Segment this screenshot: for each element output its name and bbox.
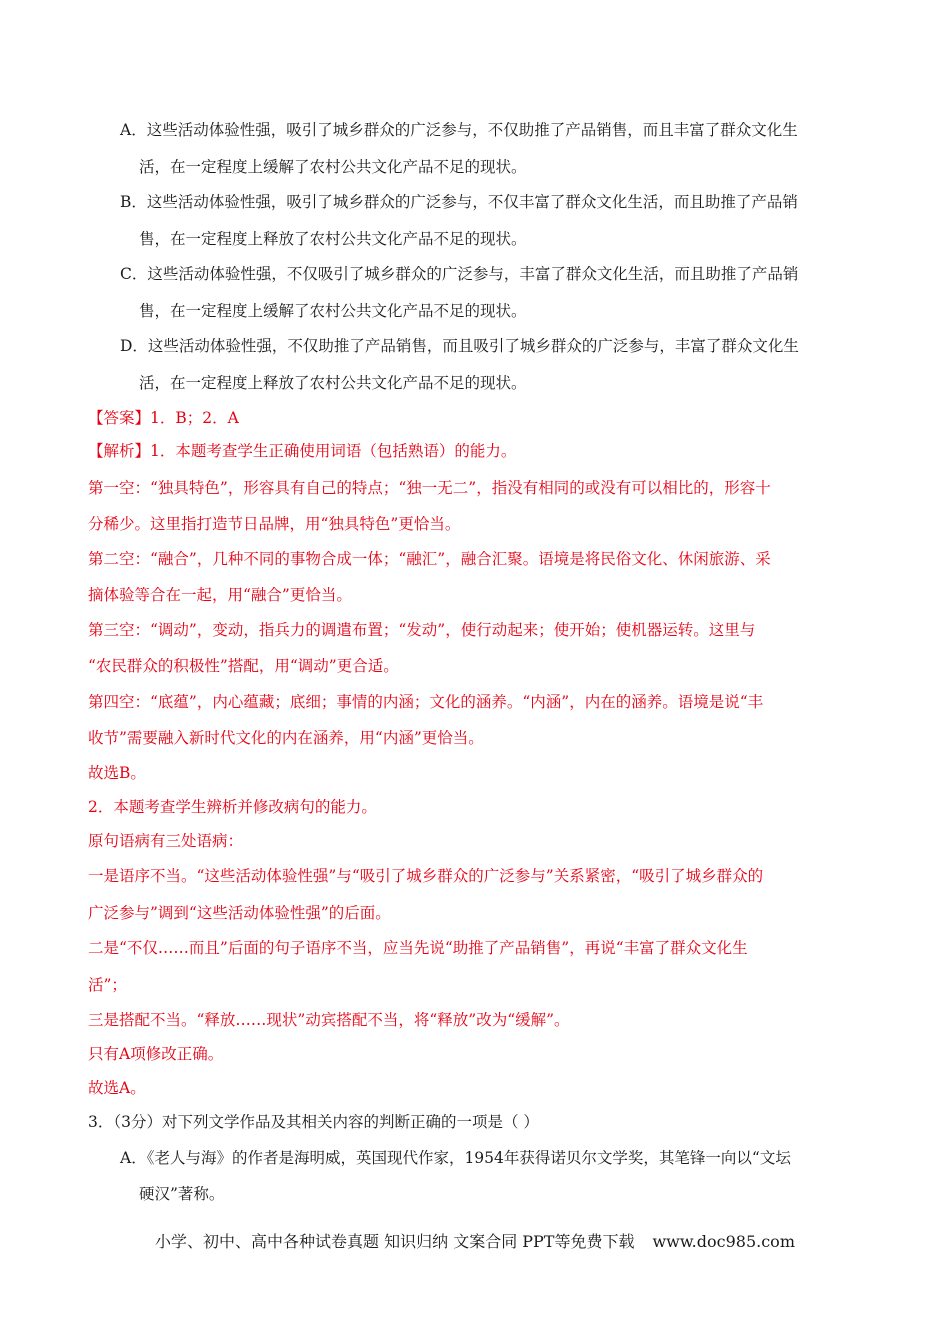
analysis-line: 只有A项修改正确。 bbox=[88, 1045, 224, 1063]
option-b-line1: B．这些活动体验性强，吸引了城乡群众的广泛参与，不仅丰富了群众文化生活，而且助推了产品销 bbox=[120, 193, 798, 211]
question-3-stem: 3．（3分）对下列文学作品及其相关内容的判断正确的一项是（ ） bbox=[88, 1113, 539, 1131]
footer-site-link[interactable]: www.doc985.com bbox=[652, 1232, 795, 1251]
analysis-intro: 【解析】1．本题考查学生正确使用词语（包括熟语）的能力。 bbox=[88, 442, 517, 460]
option-a-line1: A．这些活动体验性强，吸引了城乡群众的广泛参与，不仅助推了产品销售，而且丰富了群众文化生 bbox=[120, 121, 798, 139]
analysis-line: 第三空：“调动”，变动，指兵力的调遣布置；“发动”，使行动起来；使开始；使机器运转。这里与 bbox=[88, 621, 756, 639]
analysis-line: 收节”需要融入新时代文化的内在涵养，用“内涵”更恰当。 bbox=[88, 729, 484, 747]
analysis-line: 活”； bbox=[88, 976, 127, 994]
analysis-line: 2．本题考查学生辨析并修改病句的能力。 bbox=[88, 798, 377, 816]
analysis-line: 分稀少。这里指打造节日品牌，用“独具特色”更恰当。 bbox=[88, 515, 461, 533]
footer-text: 小学、初中、高中各种试卷真题 知识归纳 文案合同 PPT等免费下载 bbox=[155, 1232, 635, 1251]
analysis-line: 故选A。 bbox=[88, 1079, 146, 1097]
page-footer bbox=[0, 1232, 950, 1252]
answer-line: 【答案】1．B；2．A bbox=[88, 409, 239, 427]
option-c-line2: 售，在一定程度上缓解了农村公共文化产品不足的现状。 bbox=[139, 302, 527, 320]
option-d-line1: D．这些活动体验性强，不仅助推了产品销售，而且吸引了城乡群众的广泛参与，丰富了群众文化生 bbox=[120, 337, 799, 355]
analysis-line: 二是“不仅……而且”后面的句子语序不当，应当先说“助推了产品销售”，再说“丰富了群众文化生 bbox=[88, 939, 748, 957]
analysis-line: 第二空：“融合”，几种不同的事物合成一体；“融汇”，融合汇聚。语境是将民俗文化、休闲旅游、采 bbox=[88, 550, 771, 568]
analysis-line: 第四空：“底蕴”，内心蕴藏；底细；事情的内涵；文化的涵养。“内涵”，内在的涵养。语境是说“丰 bbox=[88, 693, 764, 711]
option-b-line2: 售，在一定程度上释放了农村公共文化产品不足的现状。 bbox=[139, 230, 527, 248]
analysis-line: 原句语病有三处语病： bbox=[88, 832, 244, 850]
question-3-option-a-line2: 硬汉”著称。 bbox=[139, 1185, 225, 1203]
question-3-option-a-line1: A．《老人与海》的作者是海明威，英国现代作家，1954年获得诺贝尔文学奖，其笔锋一向以“文坛 bbox=[120, 1149, 791, 1167]
option-a-line2: 活，在一定程度上缓解了农村公共文化产品不足的现状。 bbox=[139, 158, 527, 176]
analysis-line: 摘体验等合在一起，用“融合”更恰当。 bbox=[88, 586, 352, 604]
option-d-line2: 活，在一定程度上释放了农村公共文化产品不足的现状。 bbox=[139, 374, 527, 392]
analysis-line: 一是语序不当。“这些活动体验性强”与“吸引了城乡群众的广泛参与”关系紧密，“吸引了城乡群众的 bbox=[88, 867, 764, 885]
analysis-line: “农民群众的积极性”搭配，用“调动”更合适。 bbox=[88, 657, 399, 675]
analysis-line: 故选B。 bbox=[88, 764, 146, 782]
analysis-line: 三是搭配不当。“释放……现状”动宾搭配不当，将“释放”改为“缓解”。 bbox=[88, 1011, 570, 1029]
analysis-line: 广泛参与”调到“这些活动体验性强”的后面。 bbox=[88, 904, 391, 922]
option-c-line1: C．这些活动体验性强，不仅吸引了城乡群众的广泛参与，丰富了群众文化生活，而且助推了产品销 bbox=[120, 265, 799, 283]
analysis-line: 第一空：“独具特色”，形容具有自己的特点；“独一无二”，指没有相同的或没有可以相比的，形容十 bbox=[88, 479, 771, 497]
